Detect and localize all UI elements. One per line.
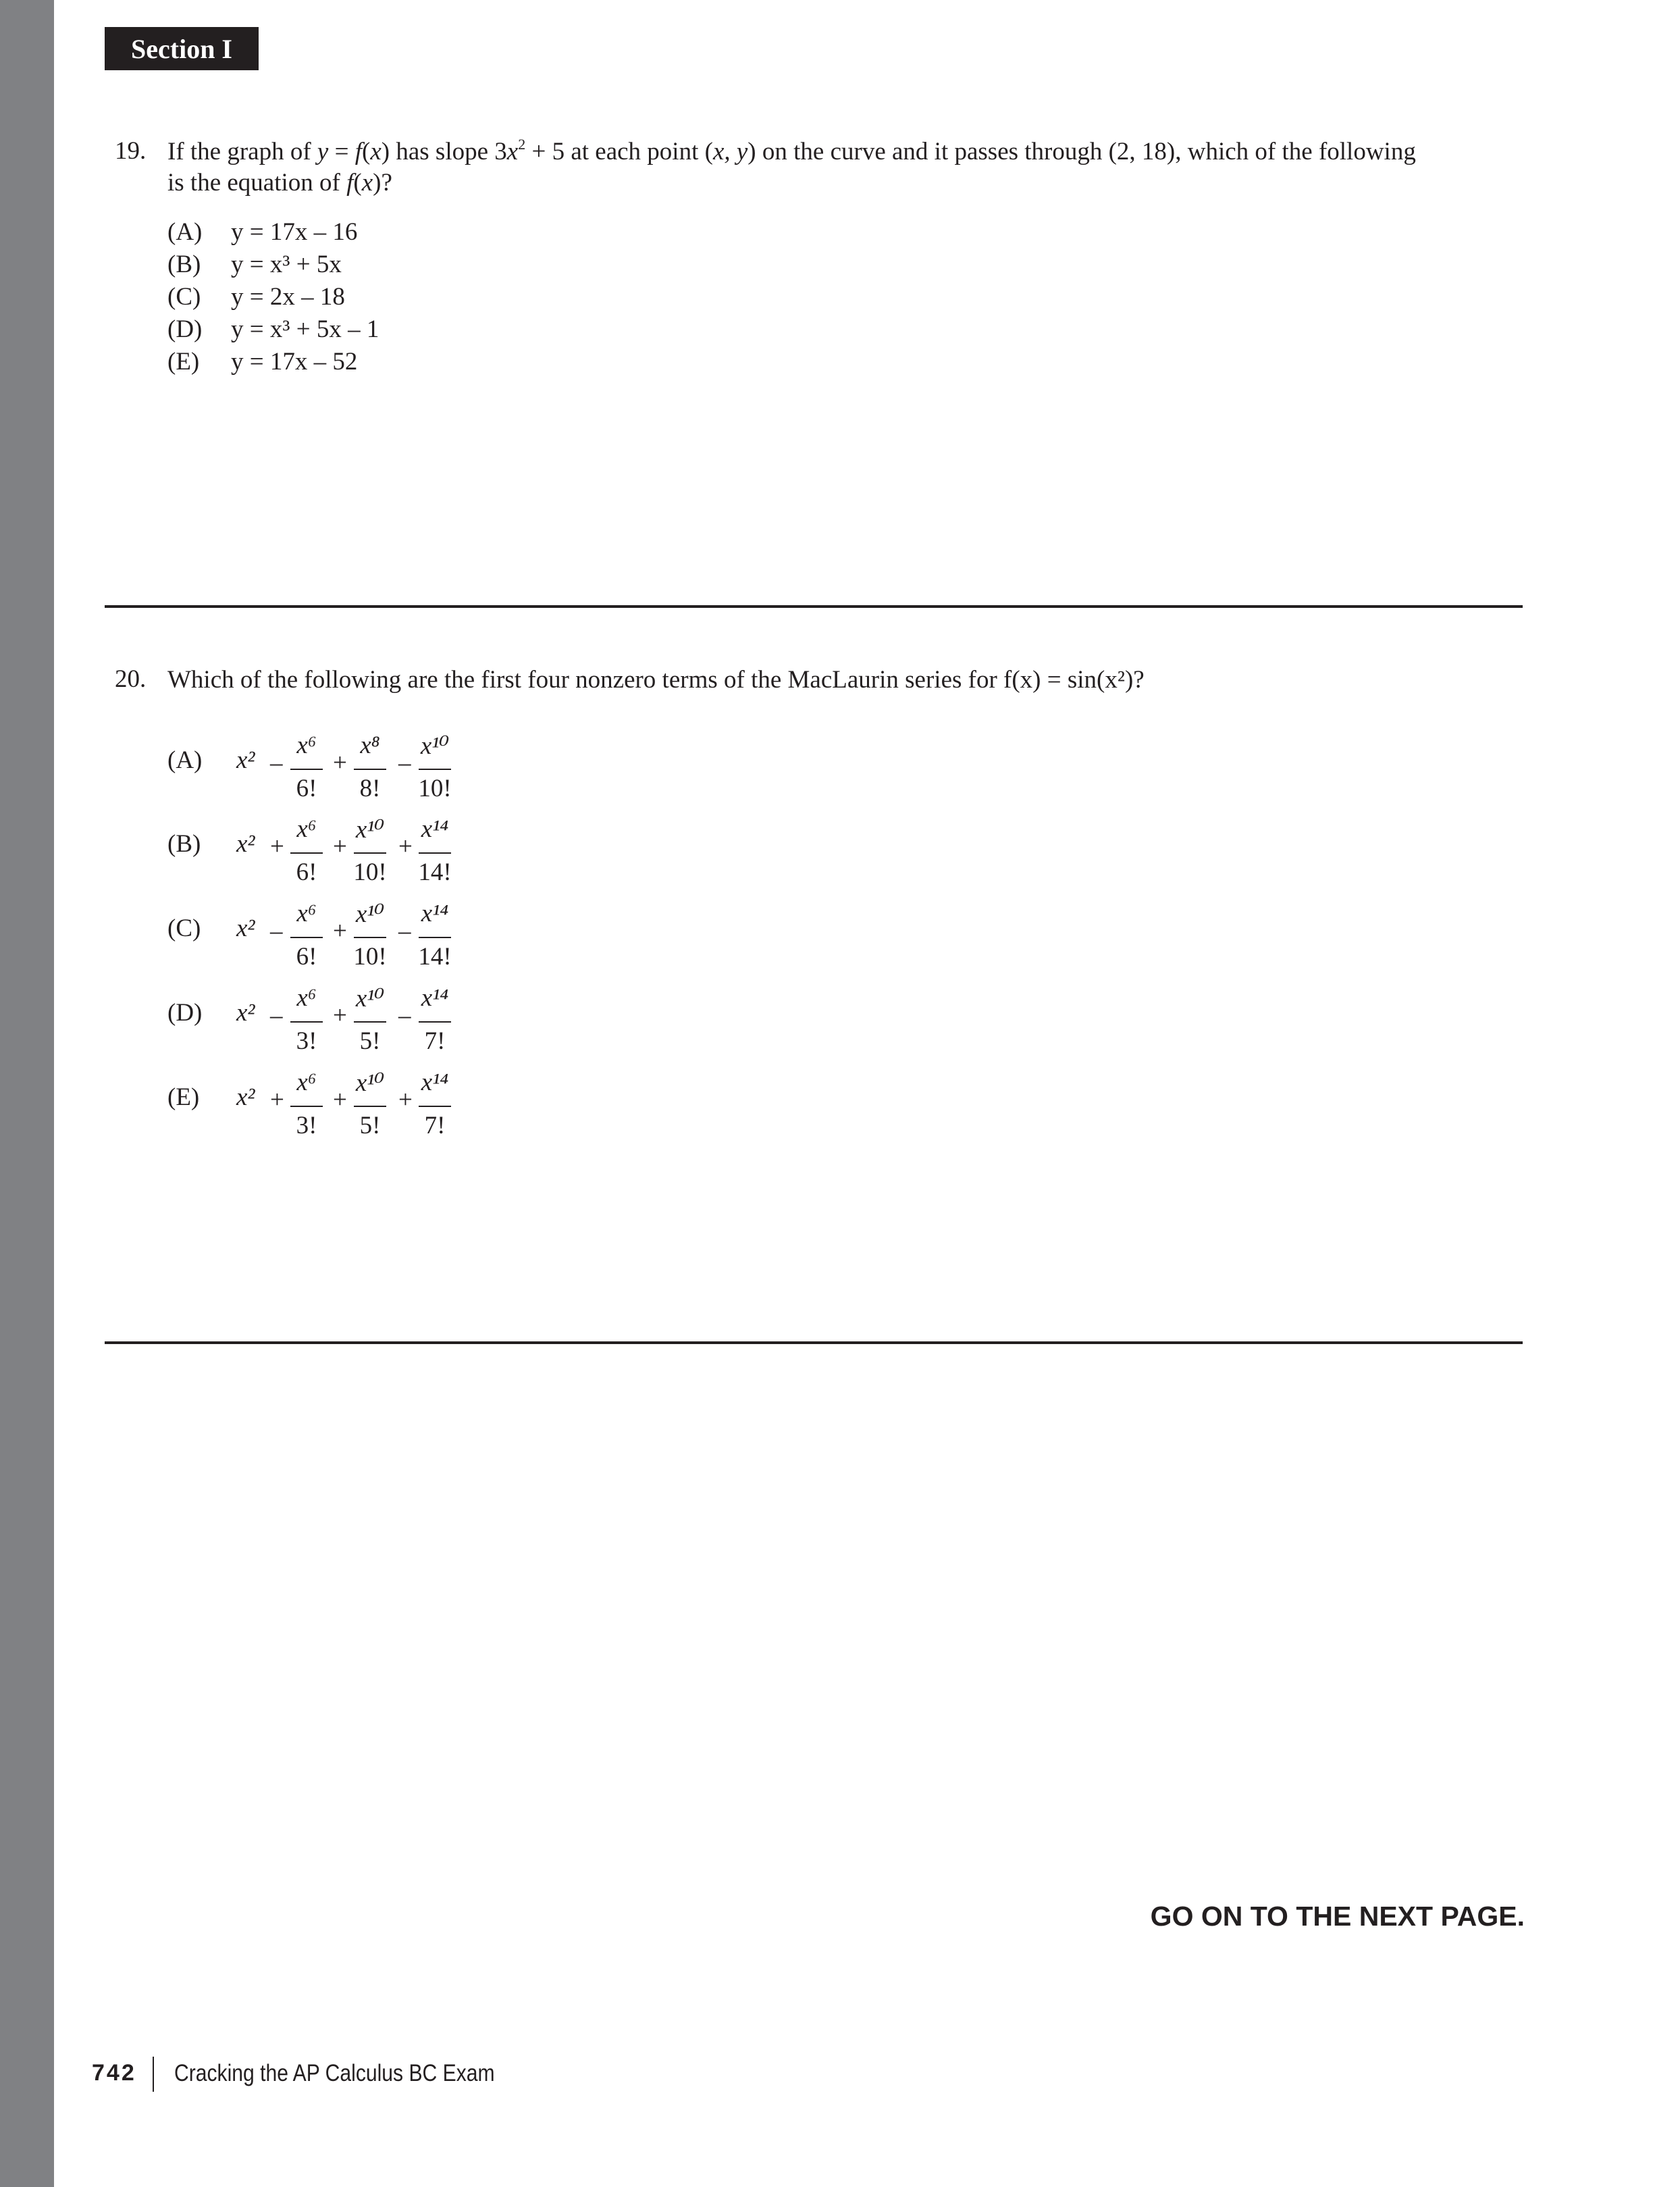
fraction-numerator: x¹⁰: [355, 900, 385, 928]
fraction-numerator: x¹⁰: [355, 816, 385, 844]
option-letter[interactable]: (D): [167, 999, 203, 1027]
first-term: x²: [236, 915, 255, 942]
footer-page-number: 742: [92, 2060, 136, 2086]
fraction-denominator: 6!: [296, 775, 317, 802]
divider-rule: [105, 605, 1523, 608]
option-letter[interactable]: (E): [167, 1083, 200, 1111]
operator: +: [270, 833, 284, 860]
fraction-denominator: 8!: [359, 775, 381, 802]
option-letter[interactable]: (B): [167, 251, 201, 278]
fraction-denominator: 3!: [296, 1112, 317, 1139]
option-answer[interactable]: [236, 728, 459, 809]
question-20-number: 20.: [115, 665, 147, 693]
operator: +: [398, 833, 413, 860]
first-term: x²: [236, 999, 255, 1027]
fraction-bar: [290, 1021, 323, 1023]
operator: +: [333, 917, 347, 945]
operator: +: [398, 1086, 413, 1114]
operator: –: [270, 749, 283, 777]
fraction-bar: [290, 769, 323, 770]
fraction-denominator: 7!: [424, 1027, 446, 1055]
operator: –: [398, 917, 411, 945]
operator: –: [398, 749, 411, 777]
option-answer[interactable]: y = x³ + 5x – 1: [231, 315, 379, 343]
fraction-denominator: 5!: [359, 1027, 381, 1055]
fraction-numerator: x¹⁴: [421, 984, 449, 1012]
fraction-numerator: x⁶: [296, 984, 317, 1012]
option-letter[interactable]: (B): [167, 830, 201, 858]
fraction-numerator: x⁶: [296, 1069, 317, 1096]
option-letter[interactable]: (E): [167, 348, 200, 376]
fraction-denominator: 10!: [353, 943, 387, 971]
fraction-bar: [419, 1106, 451, 1107]
fraction-denominator: 6!: [296, 858, 317, 886]
fraction-denominator: 7!: [424, 1112, 446, 1139]
option-letter[interactable]: (C): [167, 915, 201, 942]
operator: +: [333, 749, 347, 777]
fraction-bar: [419, 937, 451, 938]
first-term: x²: [236, 830, 255, 858]
fraction-bar: [419, 769, 451, 770]
option-letter[interactable]: (A): [167, 218, 203, 246]
first-term: x²: [236, 746, 255, 774]
fraction-bar: [354, 1106, 386, 1107]
operator: –: [398, 1002, 411, 1029]
option-letter[interactable]: (A): [167, 746, 203, 774]
fraction-bar: [354, 769, 386, 770]
fraction-bar: [419, 1021, 451, 1023]
option-answer[interactable]: [236, 981, 459, 1062]
footer-divider: [153, 2057, 154, 2092]
operator: +: [333, 1086, 347, 1114]
operator: +: [333, 1002, 347, 1029]
fraction-numerator: x¹⁴: [421, 815, 449, 843]
fraction-numerator: x¹⁰: [355, 1069, 385, 1097]
operator: +: [333, 833, 347, 860]
fraction-numerator: x¹⁴: [421, 900, 449, 927]
option-answer[interactable]: y = x³ + 5x: [231, 251, 342, 278]
operator: –: [270, 917, 283, 945]
divider-rule: [105, 1341, 1523, 1344]
option-answer[interactable]: y = 2x – 18: [231, 283, 345, 311]
fraction-bar: [354, 852, 386, 854]
fraction-denominator: 5!: [359, 1112, 381, 1139]
question-19-line-2: is the equation of f(x)?: [167, 169, 392, 197]
fraction-bar: [290, 1106, 323, 1107]
fraction-bar: [290, 852, 323, 854]
fraction-bar: [354, 937, 386, 938]
first-term: x²: [236, 1083, 255, 1111]
question-19-number: 19.: [115, 137, 147, 165]
fraction-denominator: 3!: [296, 1027, 317, 1055]
option-answer[interactable]: [236, 1065, 459, 1146]
fraction-bar: [419, 852, 451, 854]
fraction-denominator: 14!: [418, 943, 452, 971]
fraction-denominator: 14!: [418, 858, 452, 886]
fraction-numerator: x⁶: [296, 815, 317, 843]
fraction-numerator: x⁶: [296, 900, 317, 927]
fraction-numerator: x¹⁰: [420, 732, 450, 760]
section-label: Section I: [105, 27, 259, 70]
option-answer[interactable]: [236, 896, 459, 977]
fraction-denominator: 10!: [418, 775, 452, 802]
option-answer[interactable]: y = 17x – 52: [231, 348, 358, 376]
go-on-notice: GO ON TO THE NEXT PAGE.: [1150, 1901, 1525, 1932]
option-letter[interactable]: (C): [167, 283, 201, 311]
fraction-numerator: x⁶: [296, 731, 317, 759]
footer-book-title: Cracking the AP Calculus BC Exam: [174, 2060, 495, 2086]
fraction-denominator: 10!: [353, 858, 387, 886]
fraction-numerator: x¹⁰: [355, 985, 385, 1012]
option-answer[interactable]: y = 17x – 16: [231, 218, 358, 246]
operator: –: [270, 1002, 283, 1029]
option-answer[interactable]: [236, 812, 459, 893]
question-19-line-1: If the graph of y = f(x) has slope $3x^2 + 5$ at each point (x, y) on the curve and it passes through (2, 18), which of the following: [167, 136, 1416, 165]
fraction-bar: [354, 1021, 386, 1023]
question-20-text: Which of the following are the first four nonzero terms of the MacLaurin series for f(x) = sin(x²)?: [167, 666, 1145, 694]
fraction-bar: [290, 937, 323, 938]
page-edge-bar: [0, 0, 54, 2187]
question-19-text: [167, 136, 1552, 199]
fraction-numerator: x¹⁴: [421, 1069, 449, 1096]
fraction-denominator: 6!: [296, 943, 317, 971]
option-letter[interactable]: (D): [167, 315, 203, 343]
operator: +: [270, 1086, 284, 1114]
fraction-numerator: x⁸: [360, 731, 380, 759]
